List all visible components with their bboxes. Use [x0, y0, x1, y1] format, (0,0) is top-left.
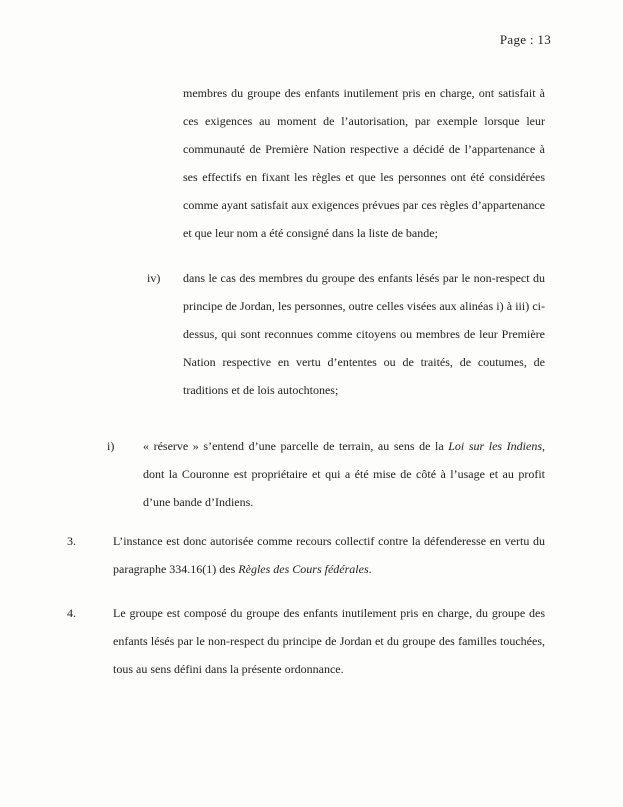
paragraph-3-number: 3. [67, 534, 76, 548]
paragraph-3-text: L’instance est donc autorisée comme recours collectif contre la défenderesse en vertu du paragraphe 334.16(1) des Règles des Cours fédérales. [113, 534, 545, 576]
paragraph-4-text: Le groupe est composé du groupe des enfants inutilement pris en charge, du groupe des enfants lésés par le non-respect du principe de Jordan et du groupe des familles touchées, tous au sens défini dans la présente ordonnance. [113, 606, 545, 676]
definition-item-i-text: « réserve » s’entend d’une parcelle de terrain, au sens de la Loi sur les Indiens, dont la Couronne est propriétaire et qui a été mise de côté à l’usage et au profit d’une bande d’Indiens. [143, 439, 545, 509]
definition-item-i-label: i) [107, 439, 115, 453]
numbered-paragraph-4 [67, 599, 545, 683]
list-item-iv-text: dans le cas des membres du groupe des enfants lésés par le non-respect du principe de Jordan, les personnes, outre celles visées aux alinéas i) à iii) ci-dessus, qui sont reconnues comme citoyens ou membres de leur Première Nation respective en vertu d’ententes ou de traités, de coutumes, de traditions et de lois autochtones; [183, 271, 545, 397]
list-item-iv-label: iv) [147, 271, 161, 285]
paragraph-continuation-iii [183, 79, 545, 247]
list-item-iv [147, 264, 545, 404]
paragraph-4-number: 4. [67, 606, 76, 620]
numbered-paragraph-3 [67, 527, 545, 583]
paragraph-text: membres du groupe des enfants inutilement pris en charge, ont satisfait à ces exigences au moment de l’autorisation, par exemple lorsque leur communauté de Première Nation respective a décidé de l’appartenance à ses effectifs en fixant les règles et que les personnes ont été considérées comme ayant satisfait aux exigences prévues par ces règles d’appartenance et que leur nom a été consigné dans la liste de bande; [183, 86, 545, 240]
page-number: Page : 13 [499, 32, 551, 47]
definition-item-i-reserve [107, 432, 545, 516]
